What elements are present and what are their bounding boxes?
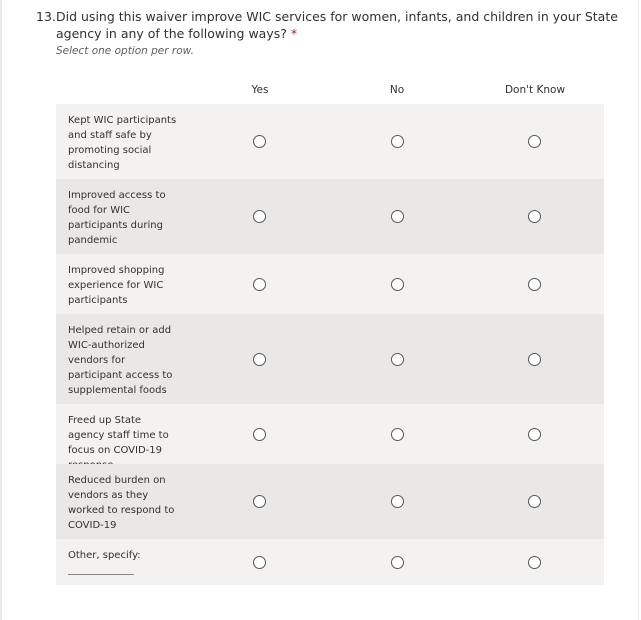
row-label-kept-safe: Kept WIC participants and staff safe by promoting social distancing (68, 115, 177, 171)
row-label-shopping-experience: Improved shopping experience for WIC participants (68, 265, 165, 306)
radio-no[interactable] (391, 353, 404, 366)
radio-dont-know[interactable] (528, 210, 541, 223)
table-row (56, 104, 604, 179)
table-row (56, 539, 604, 585)
radio-yes[interactable] (253, 278, 266, 291)
radio-yes[interactable] (253, 210, 266, 223)
table-row (56, 464, 604, 539)
question-text (56, 8, 626, 42)
radio-dont-know[interactable] (528, 278, 541, 291)
table-row (56, 314, 604, 404)
row-label-freed-staff-time: Freed up State agency staff time to focus on COVID-19 (68, 415, 169, 456)
question-title: Did using this waiver improve WIC services for women, infants, and children in your State agency in any of the following ways? (56, 9, 618, 41)
column-header-no: No (389, 84, 405, 96)
column-header-dont-know: Don't Know (504, 84, 566, 96)
radio-yes[interactable] (253, 495, 266, 508)
radio-no[interactable] (391, 210, 404, 223)
row-label-access-to-food: Improved access to food for WIC participants during pandemic (68, 190, 166, 246)
table-row (56, 254, 604, 314)
row-label-reduced-burden: Reduced burden on vendors as they worked to respond to COVID-19 (68, 475, 175, 531)
table-row (56, 179, 604, 254)
radio-no[interactable] (391, 278, 404, 291)
radio-dont-know[interactable] (528, 428, 541, 441)
required-mark: * (290, 26, 298, 41)
radio-no[interactable] (391, 556, 404, 569)
question-number: 13. (36, 9, 56, 24)
radio-yes[interactable] (253, 428, 266, 441)
radio-no[interactable] (391, 135, 404, 148)
radio-no[interactable] (391, 495, 404, 508)
radio-yes[interactable] (253, 135, 266, 148)
other-specify-input[interactable] (68, 574, 134, 575)
radio-dont-know[interactable] (528, 556, 541, 569)
radio-yes[interactable] (253, 353, 266, 366)
radio-dont-know[interactable] (528, 495, 541, 508)
radio-dont-know[interactable] (528, 353, 541, 366)
likert-table (56, 104, 604, 585)
radio-dont-know[interactable] (528, 135, 541, 148)
radio-no[interactable] (391, 428, 404, 441)
table-row (56, 404, 604, 464)
radio-yes[interactable] (253, 556, 266, 569)
row-label-retain-vendors: Helped retain or add WIC-authorized vendors for participant access to supplemental foods (68, 325, 173, 396)
row-label-other: Other, specify: (68, 550, 141, 561)
column-header-yes: Yes (251, 84, 269, 96)
question-hint: Select one option per row. (56, 45, 194, 57)
